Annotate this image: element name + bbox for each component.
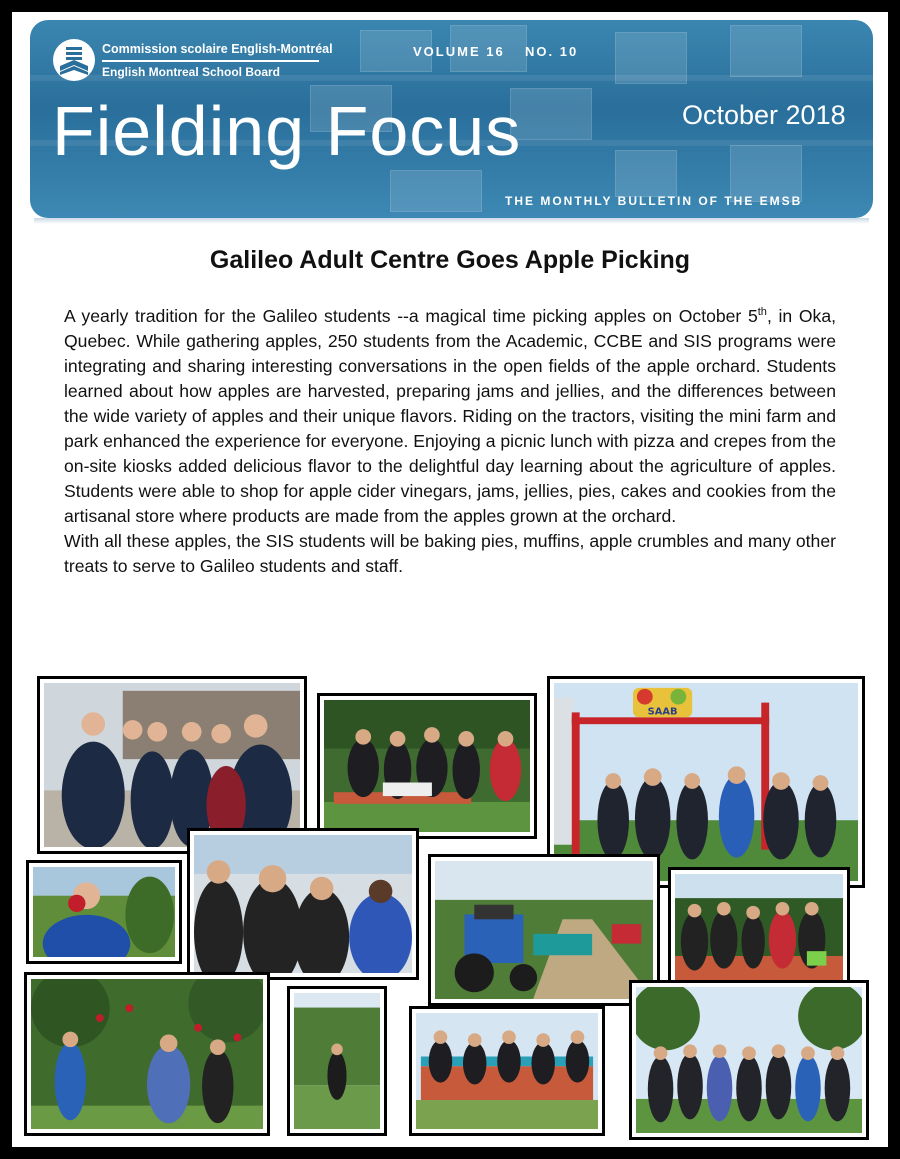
photo-orchard-path [287,986,387,1136]
masthead-banner [30,20,873,218]
photo-hedge-group [668,867,850,990]
photo-picnic-table [317,693,537,839]
issue-number: NO. 10 [525,44,579,59]
photo-hay-wagon [409,1006,605,1136]
newsletter-page [12,12,888,1147]
banner-shadow [34,218,869,224]
photo-tractor-ride [428,854,660,1006]
article-body [64,300,836,579]
article-headline: Galileo Adult Centre Goes Apple Picking [209,246,691,274]
emsb-logo-icon [52,38,96,82]
newsletter-title: Fielding Focus [52,92,522,170]
issue-date: October 2018 [682,100,846,130]
org-name-fr: Commission scolaire English-Montréal [102,42,333,56]
article-paragraph-1: A yearly tradition for the Galileo students --a magical time picking apples on October 5th, in Oka, Quebec. While gathering apples, 250 students from the Academic, CCBE and SIS programs were integrating and sharing interesting conversations in the open fields of the apple orchard. Students learned about how apples are harvested, preparing jams and jellies, and the differences between the wide variety of apples and their unique flavors. Riding on the tractors, visiting the mini farm and park enhanced the experience for everyone. Enjoying a picnic lunch with pizza and crepes from the on-site kiosks added delicious flavor to the delightful day learning about the agriculture of apples. Students were able to shop for apple cider vinegars, jams, jellies, pies, cakes and cookies from the artisanal store where products are made from the apples grown at the orchard. [64,305,836,526]
photo-women-smiling [187,828,419,980]
photo-picking-tree [24,972,270,1136]
volume-label: VOLUME 16 [413,44,505,59]
article-paragraph-2: With all these apples, the SIS students will be baking pies, muffins, apple crumbles and many other treats to serve to Galileo students and staff. [64,530,836,576]
org-divider [102,60,319,62]
photo-apple-closeup [26,860,182,964]
photo-orchard-group [629,980,869,1140]
tagline: THE MONTHLY BULLETIN OF THE EMSB [505,194,803,208]
org-name-en: English Montreal School Board [102,65,281,79]
saab-sign-text: SAAB [647,706,678,718]
